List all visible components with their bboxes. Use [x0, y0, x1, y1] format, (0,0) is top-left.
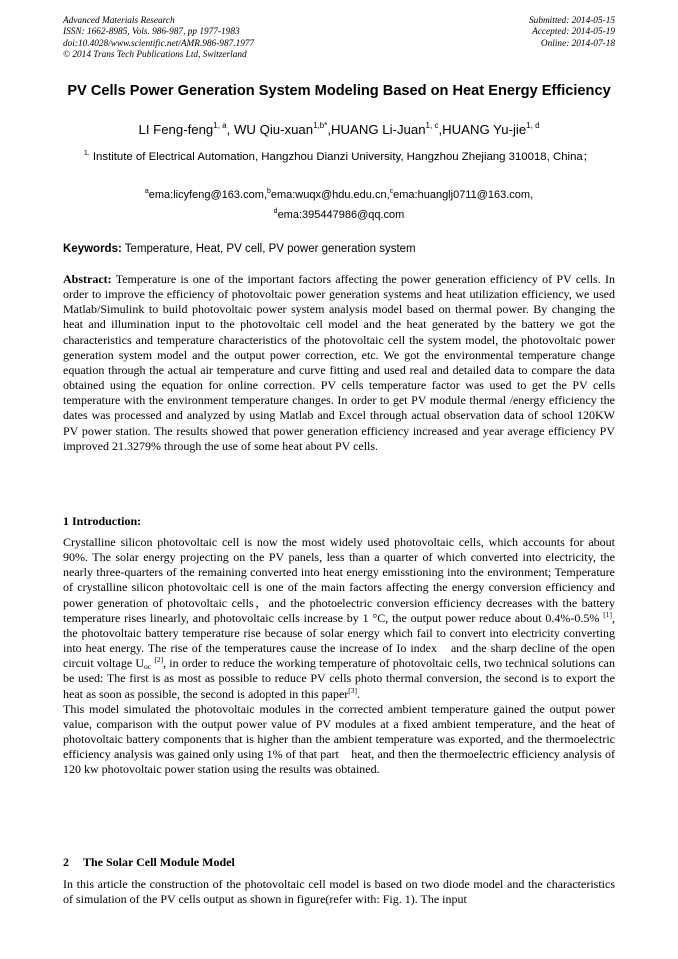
section-title: The Solar Cell Module Model — [83, 855, 235, 869]
paper-title: PV Cells Power Generation System Modeling Based on Heat Energy Efficiency — [67, 83, 611, 99]
abstract-text: Temperature is one of the important factors affecting the power generation efficiency of PV cells. In order to improve the efficiency of photovoltaic power generation systems and heat utilization efficiency, we used Matlab/Simulink to build photovoltaic power system analysis model based on thermal power. By changing the heat and illumination input to the photovoltaic cell model and the heat generated by the battery we got the characteristics and temperature characteristics of the photovoltaic cell the system model, the photovoltaic power generation system model and the output power correction, etc. We got the environmental temperature change equation through the actual air temperature and curve fitting and used real and detailed data to compare the data obtained using the equation for online correction. PV cells temperature factor was used to get the PV cells temperature with the environment temperature changes. In order to get PV module thermal /energy efficiency the dates was processed and analyzed by using Matlab and Excel through actual observation data of school 120KW PV power station. The results showed that power generation efficiency increased and year average efficiency PV improved 21.3279% through the use of some heat about PV cells. — [63, 272, 615, 453]
intro-text: Crystalline silicon photovoltaic cell is now the most widely used photovoltaic cells, which accounts for about 90%. The solar energy projecting on the PV panels, less than a quarter of which converted into electricity, the nearly three-quarters of the remaining converted into heat energy emisstioning into the environment; Temperature of crystalline silicon photovoltaic cell is one of the main factors affecting the energy conversion efficiency and power generation of photovoltaic cells，and the photoelectric conversion efficiency decreases with the battery temperature rises linearly, and photovoltaic cells increase by 1 °C, the output power reduce about 0.4%-0.5% — [63, 535, 615, 625]
keywords-text: Temperature, Heat, PV cell, PV power generation system — [124, 243, 416, 255]
author-emails — [63, 185, 615, 225]
subscript-oc: oc — [144, 662, 152, 672]
doi-line: doi:10.4028/www.scientific.net/AMR.986-987.1977 — [63, 38, 255, 49]
email-mark: d — [273, 208, 278, 215]
section-heading-introduction: 1 Introduction: — [63, 514, 142, 528]
author-name: LI Feng-feng — [138, 122, 214, 137]
author-affiliation-mark: 1, c — [425, 121, 439, 130]
author-list: LI Feng-feng$^{1, a}$, WU Qiu-xuan$^{1,b*}$,HUANG Li-Juan$^{1, c}$,HUANG Yu-jie$^{1, d}$ — [138, 121, 540, 137]
online-date: Online: 2014-07-18 — [540, 38, 615, 49]
email-line — [63, 205, 615, 225]
introduction-body — [63, 535, 628, 778]
affiliation-mark: 1. — [83, 150, 90, 157]
citation-ref: [2] — [154, 655, 164, 665]
author-name: HUANG Yu-jie — [442, 122, 527, 137]
citation-ref: [1] — [603, 609, 612, 619]
abstract-label: Abstract: — [63, 272, 112, 286]
submission-dates — [529, 16, 615, 50]
email-address: ema:395447986@qq.com — [277, 209, 405, 221]
email-address: ema:huanglj0711@163.com, — [393, 189, 534, 201]
section2-body: In this article the construction of the photovoltaic cell model is based on two diode model and the characteristics of simulation of the PV cells output as shown in figure(refer with: Fig. 1). The input — [63, 877, 615, 907]
author-affiliation-mark: 1,b* — [313, 121, 328, 130]
author-affiliation-mark: 1, d — [526, 121, 540, 130]
author-name: HUANG Li-Juan — [331, 122, 426, 137]
keywords — [63, 242, 615, 257]
intro-paragraph-1 — [63, 535, 628, 702]
email-address: ema:wuqx@hdu.edu.cn, — [270, 189, 390, 201]
email-mark: b — [266, 188, 271, 195]
affiliation-text: Institute of Electrical Automation, Hangzhou Dianzi University, Hangzhou Zhejiang 310018, China； — [92, 151, 595, 163]
email-address: ema:licyfeng@163.com, — [148, 189, 267, 201]
intro-text: . — [357, 686, 361, 701]
affiliation — [72, 149, 606, 166]
intro-text: , the photovoltaic battery temperature rise because of solar energy which fail to convert into electricity converting into heat energy. The rise of the temperatures cause the increase of Io index and the sharp decline of the open circuit voltage U — [63, 610, 628, 671]
accepted-date: Accepted: 2014-05-19 — [532, 27, 615, 38]
author-affiliation-mark: 1, a — [213, 121, 227, 130]
citation-ref: [3] — [348, 685, 358, 695]
keywords-label: Keywords: — [63, 243, 122, 255]
intro-paragraph-2: This model simulated the photovoltaic modules in the corrected ambient temperature gained the output power value, comparison with the output power value of PV modules at a fixed ambient temperature, and the heat of photovoltaic battery components that is higher than the ambient temperature was exported, and the thermoelectric efficiency analysis was gained only using 1% of that part heat, and then the thermoelectric efficiency analysis of 120 kw photovoltaic power station using the results was obtained. — [63, 701, 615, 777]
section-number: 2 — [63, 855, 69, 869]
author-name: WU Qiu-xuan — [233, 122, 314, 137]
issn-line: ISSN: 1662-8985, Vols. 986-987, pp 1977-1983 — [63, 27, 240, 38]
copyright-line: © 2014 Trans Tech Publications Ltd, Switzerland — [63, 49, 247, 60]
abstract — [63, 272, 615, 454]
submitted-date: Submitted: 2014-05-15 — [529, 16, 615, 26]
section-heading-solar-cell-model — [63, 855, 235, 870]
email-mark: c — [389, 188, 394, 195]
email-mark: a — [144, 188, 149, 195]
journal-name: Advanced Materials Research — [63, 16, 175, 26]
intro-text: , in order to reduce the working temperature of photovoltaic cells, two technical solutions can be used: The first is as most as possible to reduce PV cells photo thermal conversion, the second is to export the heat as soon as possible, the second is adopted in this paper — [63, 656, 615, 701]
journal-info — [63, 16, 254, 61]
email-line — [63, 185, 615, 205]
